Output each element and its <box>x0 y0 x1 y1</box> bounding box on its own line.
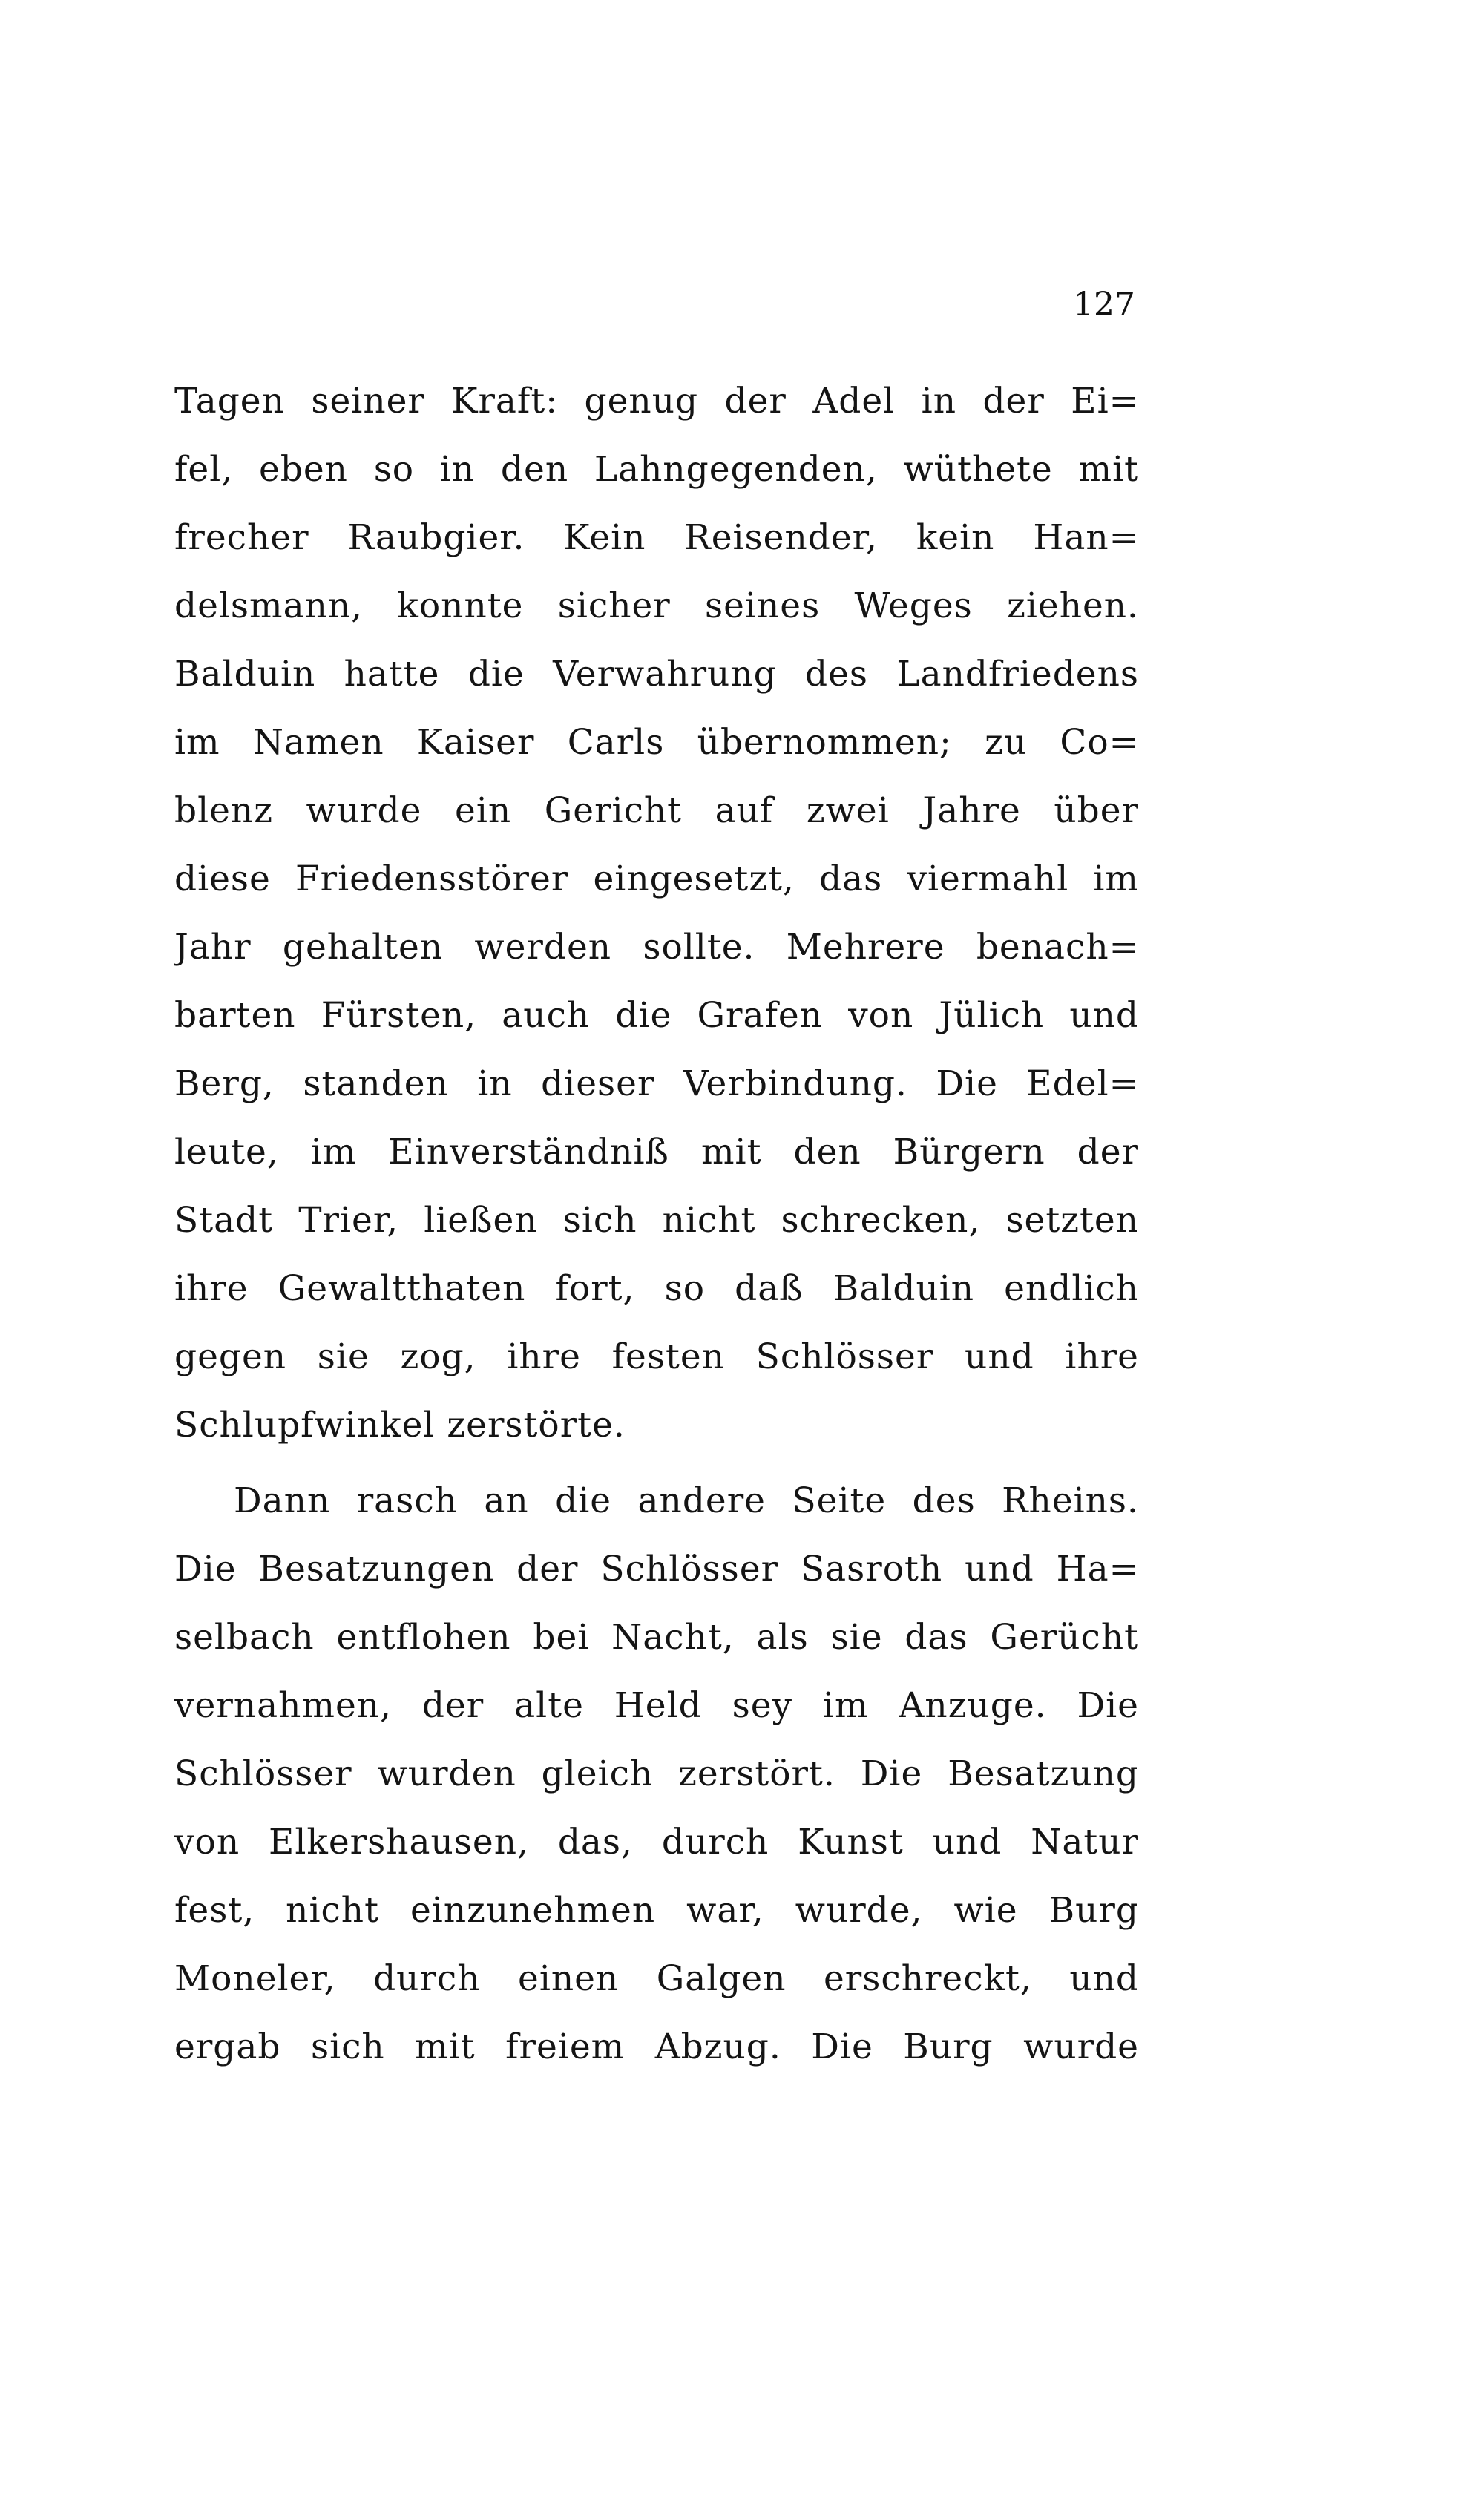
text-line: Moneler, durch einen Galgen erschreckt, und <box>174 1958 1139 1999</box>
text-line: blenz wurde ein Gericht auf zwei Jahre über <box>174 790 1139 831</box>
text-line: ergab sich mit freiem Abzug. Die Burg wurde <box>174 2027 1139 2067</box>
text-line: ihre Gewaltthaten fort, so daß Balduin endlich <box>174 1268 1139 1309</box>
text-line: gegen sie zog, ihre festen Schlösser und ihre <box>174 1336 1139 1377</box>
text-line: delsmann, konnte sicher seines Weges ziehen. <box>174 585 1139 626</box>
text-line: Die Besatzungen der Schlösser Sasroth und Ha= <box>174 1549 1139 1589</box>
text-line: Jahr gehalten werden sollte. Mehrere benach= <box>174 927 1139 968</box>
text-line: frecher Raubgier. Kein Reisender, kein Han= <box>174 517 1139 558</box>
text-line: leute, im Einverständniß mit den Bürgern der <box>174 1132 1139 1172</box>
paragraph-2 <box>174 1467 1139 2081</box>
text-line: fel, eben so in den Lahngegenden, wüthete mit <box>174 449 1139 490</box>
text-line: Schlösser wurden gleich zerstört. Die Besatzung <box>174 1753 1139 1794</box>
text-line: von Elkershausen, das, durch Kunst und Natur <box>174 1822 1139 1863</box>
text-line: Balduin hatte die Verwahrung des Landfriedens <box>174 654 1139 695</box>
paragraph-1 <box>174 367 1139 1460</box>
text-line: selbach entflohen bei Nacht, als sie das Gerücht <box>174 1617 1139 1658</box>
paragraph-gap <box>174 1460 1139 1467</box>
text-line: barten Fürsten, auch die Grafen von Jülich und <box>174 995 1139 1036</box>
text-line: Dann rasch an die andere Seite des Rheins. <box>234 1480 1139 1521</box>
text-line: diese Friedensstörer eingesetzt, das viermahl im <box>174 859 1139 899</box>
body-text <box>174 367 1139 2081</box>
text-line: Tagen seiner Kraft: genug der Adel in der Ei= <box>174 381 1139 421</box>
text-line: im Namen Kaiser Carls übernommen; zu Co= <box>174 722 1139 763</box>
text-line: vernahmen, der alte Held sey im Anzuge. Die <box>174 1685 1139 1726</box>
text-line: Stadt Trier, ließen sich nicht schrecken, setzten <box>174 1200 1139 1241</box>
text-line: Berg, standen in dieser Verbindung. Die Edel= <box>174 1063 1139 1104</box>
text-line: fest, nicht einzunehmen war, wurde, wie Burg <box>174 1890 1139 1931</box>
page-number: 127 <box>1073 286 1135 324</box>
text-line: Schlupfwinkel zerstörte. <box>174 1405 626 1445</box>
